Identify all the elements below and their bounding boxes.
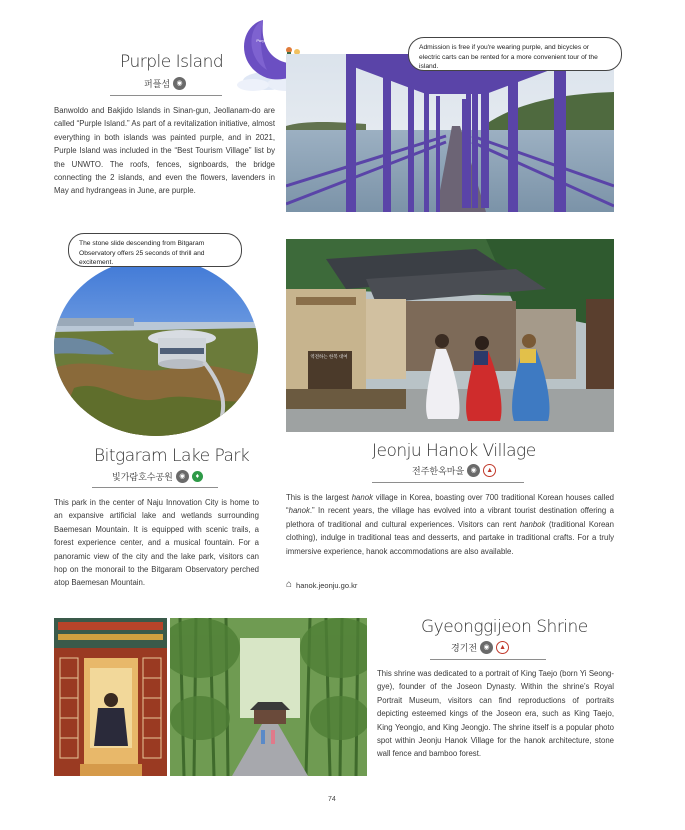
- purple-island-tip-bubble: Admission is free if you're wearing purple, and bicycles or electric carts can be rented for a more convenient tour of the island.: [408, 37, 622, 71]
- gyeonggijeon-title-rule: [430, 659, 546, 660]
- jeonju-title: Jeonju Hanok Village: [372, 441, 536, 461]
- bitgaram-description: This park in the center of Naju Innovation City is home to an expansive artificial lake and wetlands surrounding Baemesan Mountain. It is equipped with scenic trails, a forest experience center, and a musical fountain. For a panoramic view of the city and the lake park, visitors can hop on the monorail to the Bitgaram Observatory perched atop Baemesan Mountain.: [54, 498, 259, 588]
- badge-text: Purple Island: [256, 38, 280, 43]
- bitgaram-title-rule: [92, 487, 218, 488]
- gyeonggijeon-korean-row: [451, 641, 509, 654]
- bitgaram-tip-bubble: The stone slide descending from Bitgaram Observatory offers 25 seconds of thrill and excitement.: [68, 233, 242, 267]
- home-icon: ⌂: [286, 579, 293, 590]
- bitgaram-photo: [54, 258, 258, 436]
- camera-icon: ◉: [480, 641, 493, 654]
- food-icon: ▲: [496, 641, 509, 654]
- camera-icon: ◉: [173, 77, 186, 90]
- jeonju-website-url: hanok.jeonju.go.kr: [296, 580, 358, 590]
- gyeonggijeon-korean-name: 경기전: [451, 643, 478, 653]
- jeonju-description: This is the largest hanok village in Korea, boasting over 700 traditional Korean houses called “hanok.” In recent years, the village has evolved into a vibrant tourist destination offering a plethora of traditional and cultural experiences. Visitors can rent hanbok (traditional Korean clothing), indulge in traditional teas and desserts, and partake in traditional crafts. For a truly immersive experience, hanok accommodations are also available.: [286, 493, 614, 556]
- rental-sign: 역전하는 한복 대여: [310, 354, 348, 359]
- bitgaram-korean-row: [112, 470, 203, 483]
- jeonju-korean-row: [412, 464, 496, 477]
- royal-portrait-photo: [54, 618, 167, 776]
- camera-icon: ◉: [467, 464, 480, 477]
- purple-island-title-rule: [110, 95, 222, 96]
- purple-island-korean-row: [144, 77, 186, 90]
- jeonju-website-link[interactable]: [286, 580, 357, 590]
- page-number: 74: [328, 796, 336, 803]
- bitgaram-title: Bitgaram Lake Park: [94, 446, 250, 466]
- jeonju-korean-name: 전주한옥마을: [412, 466, 465, 476]
- purple-bridge-photo: [286, 54, 614, 212]
- purple-island-korean-name: 퍼플섬: [144, 79, 171, 89]
- gyeonggijeon-title: Gyeonggijeon Shrine: [421, 617, 588, 637]
- camera-icon: ◉: [176, 470, 189, 483]
- purple-island-description: Banwoldo and Bakjido Islands in Sinan-gun, Jeollanam-do are called “Purple Island.” As part of a revitalization initiative, almost everything in both islands was painted purple, and in 2021, Purple Island was included in the “Best Tourism Village” list by the UNWTO. The roofs, fences, signboards, the bridge connecting the 2 islands, and even the flowers, lavenders in May and hydrangeas in June, are purple.: [54, 106, 275, 196]
- food-icon: ▲: [483, 464, 496, 477]
- gyeonggijeon-description: This shrine was dedicated to a portrait of King Taejo (born Yi Seong-gye), founder of the Joseon Dynasty. Within the shrine’s Royal Portrait Museum, visitors can find reproductions of portraits depicting esteemed kings of the Joseon era, such as King Taejo, King Yeongjo, and King Jeongjo. The shrine itself is a popular photo spot within Jeonju Hanok Village for the hanok architecture, stone wall fence and bamboo forest.: [377, 669, 614, 759]
- jeonju-hanok-photo: [286, 239, 614, 432]
- purple-island-title: Purple Island: [120, 52, 224, 72]
- bamboo-forest-photo: [170, 618, 367, 776]
- bitgaram-korean-name: 빛가람호수공원: [112, 472, 173, 482]
- jeonju-title-rule: [372, 482, 524, 483]
- walking-icon: ♦: [192, 471, 203, 482]
